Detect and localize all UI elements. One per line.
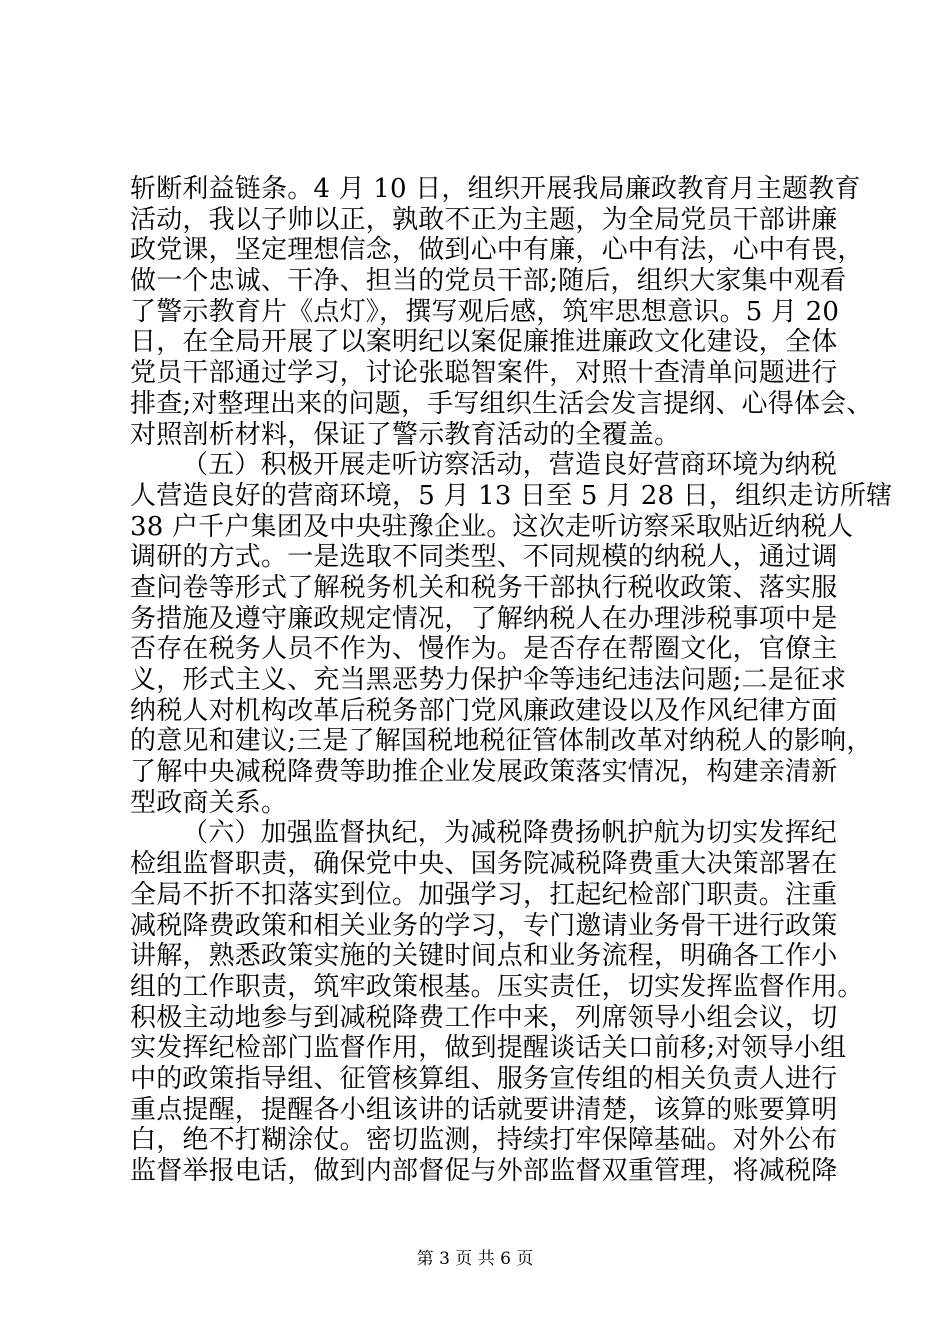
- page-footer: 第 3 页 共 6 页: [416, 1249, 534, 1269]
- text-line: 活动，我以子帅以正，孰敢不正为主题，为全局党员干部讲廉: [130, 204, 838, 235]
- text-line: 调研的方式。一是选取不同类型、不同规模的纳税人，通过调: [130, 542, 838, 573]
- text-line: 义，形式主义、充当黑恶势力保护伞等违纪违法问题;二是征求: [130, 665, 847, 695]
- text-line: 减税降费政策和相关业务的学习，专门邀请业务骨干进行政策: [130, 910, 838, 941]
- paragraph-heading-6: （六）加强监督执纪，为减税降费扬帆护航为切实发挥纪: [182, 818, 838, 849]
- text-line: 做一个忠诚、干净、担当的党员干部;随后，组织大家集中观看: [130, 266, 847, 297]
- text-line: 纳税人对机构改革后税务部门党风廉政建设以及作风纪律方面: [130, 695, 838, 726]
- text-line: 对照剖析材料，保证了警示教育活动的全覆盖。: [130, 419, 681, 450]
- text-line: 政党课，坚定理想信念，做到心中有廉，心中有法，心中有畏，: [130, 235, 864, 266]
- text-line: 党员干部通过学习，讨论张聪智案件，对照十查清单问题进行: [130, 358, 838, 389]
- text-line: 中的政策指导组、征管核算组、服务宣传组的相关负责人进行: [130, 1063, 838, 1094]
- text-line: 人营造良好的营商环境，5 月 13 日至 5 月 28 日，组织走访所辖: [130, 480, 893, 511]
- text-line: 排查;对整理出来的问题，手写组织生活会发言提纲、心得体会、: [130, 388, 873, 419]
- text-line: 否存在税务人员不作为、慢作为。是否存在帮圈文化，官僚主: [130, 634, 838, 665]
- text-line: 日，在全局开展了以案明纪以案促廉推进廉政文化建设，全体: [130, 327, 838, 358]
- paragraph-heading-5: （五）积极开展走听访察活动，营造良好营商环境为纳税: [182, 450, 838, 481]
- text-line: 监督举报电话，做到内部督促与外部监督双重管理，将减税降: [130, 1156, 838, 1186]
- text-line: 检组监督职责，确保党中央、国务院减税降费重大决策部署在: [130, 849, 838, 880]
- text-line: 斩断利益链条。4 月 10 日，组织开展我局廉政教育月主题教育: [130, 174, 861, 204]
- text-line: 重点提醒，提醒各小组该讲的话就要讲清楚，该算的账要算明: [130, 1094, 838, 1125]
- text-line: 务措施及遵守廉政规定情况，了解纳税人在办理涉税事项中是: [130, 603, 838, 634]
- text-line: 全局不折不扣落实到位。加强学习，扛起纪检部门职责。注重: [130, 879, 838, 910]
- text-line: 型政商关系。: [130, 787, 288, 818]
- text-line: 了警示教育片《点灯》，撰写观后感，筑牢思想意识。5 月 20: [130, 296, 840, 327]
- text-line: 实发挥纪检部门监督作用，做到提醒谈话关口前移;对领导小组: [130, 1033, 847, 1064]
- text-line: 了解中央减税降费等助推企业发展政策落实情况，构建亲清新: [130, 757, 838, 788]
- text-line: 的意见和建议;三是了解国税地税征管体制改革对纳税人的影响，: [130, 726, 873, 757]
- text-line: 查问卷等形式了解税务机关和税务干部执行税收政策、落实服: [130, 572, 838, 603]
- text-line: 白，绝不打糊涂仗。密切监测，持续打牢保障基础。对外公布: [130, 1125, 838, 1156]
- text-line: 讲解，熟悉政策实施的关键时间点和业务流程，明确各工作小: [130, 941, 838, 972]
- text-line: 组的工作职责，筑牢政策根基。压实责任，切实发挥监督作用。: [130, 971, 864, 1002]
- document-body: [130, 174, 893, 1187]
- text-line: 积极主动地参与到减税降费工作中来，列席领导小组会议，切: [130, 1002, 838, 1033]
- text-line: 38 户千户集团及中央驻豫企业。这次走听访察采取贴近纳税人: [130, 511, 854, 542]
